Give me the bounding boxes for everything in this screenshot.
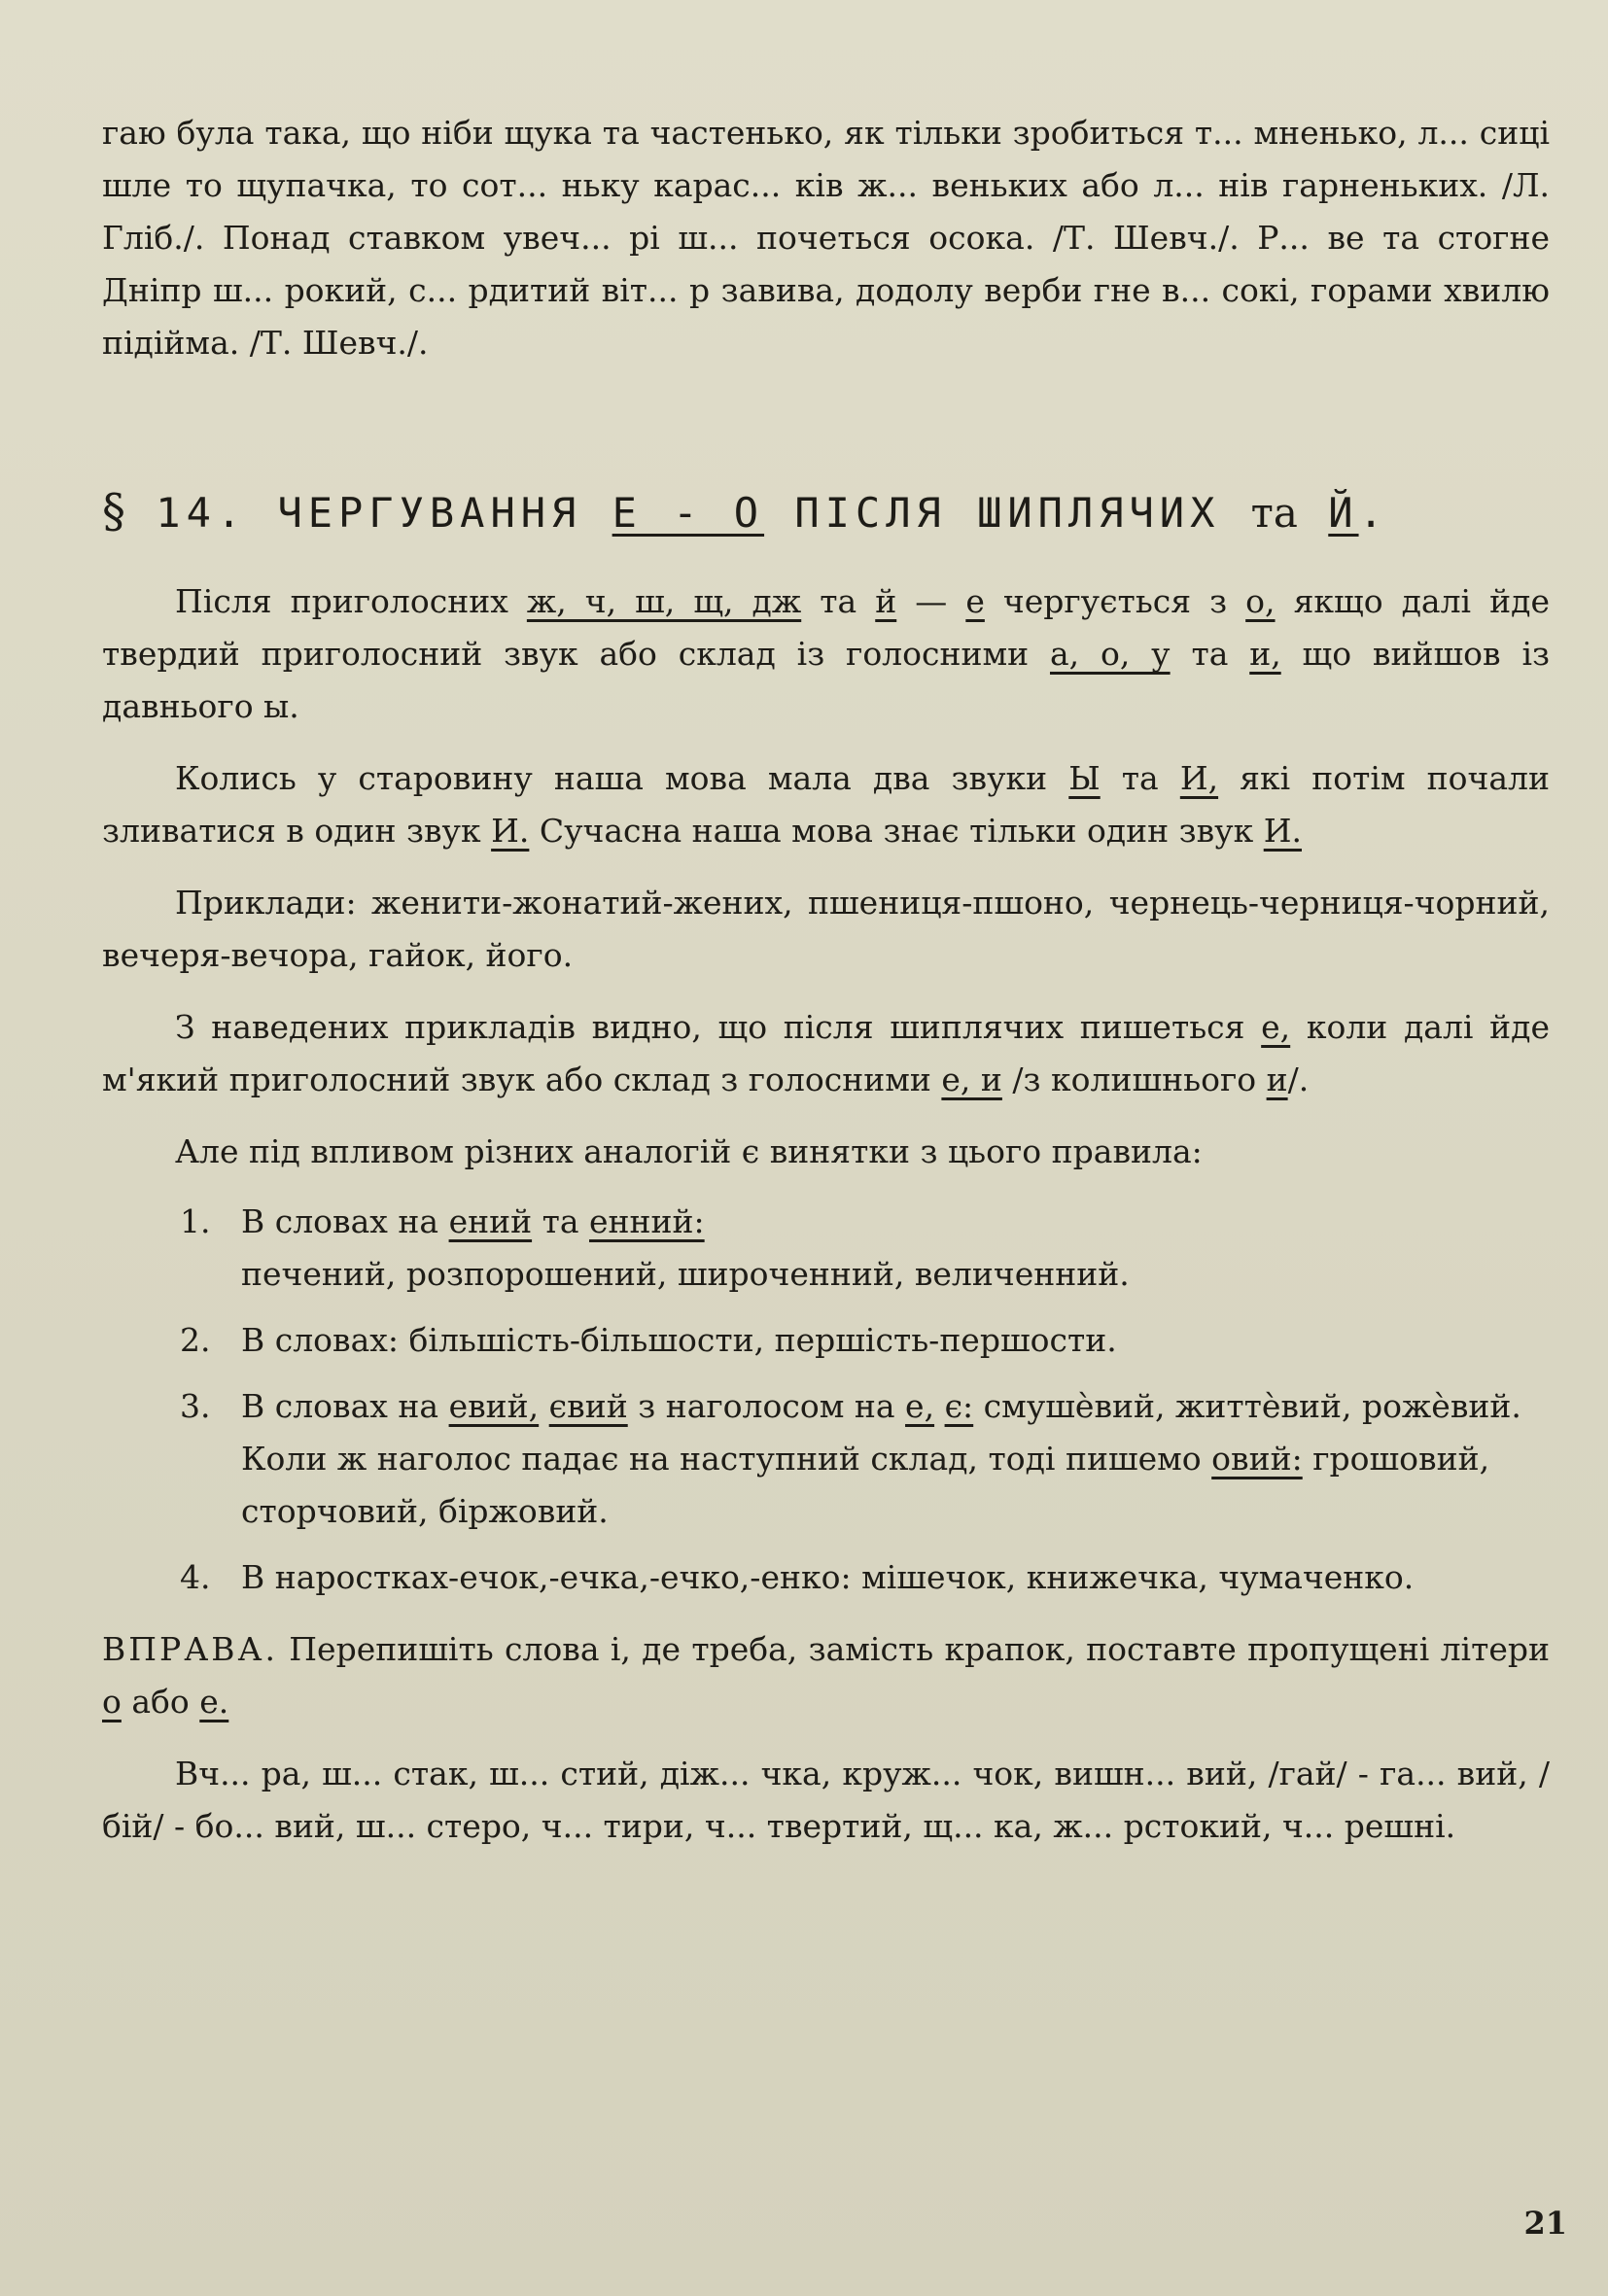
rule-vowels: а, о, у (1049, 635, 1171, 673)
rule-paragraph (102, 575, 1550, 733)
rule-text: якщо далі йде твердий приголосний звук або склад із голосними (102, 582, 1550, 673)
conclusion-letter: е, (1261, 1008, 1291, 1046)
history-letter: И, (1179, 759, 1219, 797)
list-letter: є: (944, 1387, 974, 1425)
page-number: 21 (1523, 2205, 1567, 2242)
list-text: смушèвий, життèвий, рожèвий. (973, 1387, 1521, 1425)
list-number: 1. (180, 1202, 211, 1240)
list-item (102, 1196, 1550, 1301)
list-letter: е, (905, 1387, 935, 1425)
section-heading (102, 482, 1550, 542)
section-sign: § (102, 484, 125, 539)
conclusion-letter: и (1266, 1061, 1288, 1098)
conclusion-text: /з колишнього (1001, 1061, 1267, 1098)
history-text: Колись у старовину наша мова мала два звуки (175, 759, 1069, 797)
history-text: які потім почали зливатися в один звук (102, 759, 1550, 850)
exercise-label: ВПРАВА. (102, 1630, 278, 1668)
conclusion-text: З наведених прикладів видно, що після шиплячих пишеться (175, 1008, 1262, 1046)
list-text: В словах на (241, 1202, 449, 1240)
rule-letter-y: й (875, 582, 897, 620)
heading-title-y: Й (1328, 489, 1359, 537)
intro-paragraph: гаю була така, що ніби щука та частенько, як тільки зробиться т... мненько, л... сиці шле то щупачка, то сот... ньку карас... ків ж... веньких або л... нів гарненьких. /Л. Гліб./. Понад ставком увеч... рі ш... почеться осока. /Т. Шевч./. Р... ве та стогне Дніпр ш... рокий, с... рдитий віт... р завива, додолу верби гне в... сокі, горами хвилю підійма. /Т. Шевч./. (102, 114, 1550, 362)
history-paragraph (102, 752, 1550, 857)
list-text: В словах на (241, 1387, 449, 1425)
list-text (539, 1387, 549, 1425)
rule-letter-o: о, (1245, 582, 1276, 620)
heading-title-eo: Е - О (612, 489, 765, 537)
rule-letter-y2: и, (1249, 635, 1281, 673)
heading-title-end: . (1358, 489, 1389, 537)
list-number: 3. (180, 1387, 211, 1425)
history-text: Сучасна наша мова знає тільки один звук (529, 812, 1264, 850)
list-number: 2. (180, 1321, 211, 1359)
list-suffix: овий: (1211, 1440, 1303, 1478)
list-number: 4. (180, 1558, 211, 1596)
list-suffix: енний: (589, 1202, 705, 1240)
exercise-words: Вч... ра, ш... стак, ш... стий, діж... чка, круж... чок, вишн... вий, /гай/ - га... вий, /бій/ - бо... вий, ш... стеро, ч... тири, ч... твертий, щ... ка, ж... рстокий, ч... решні. (102, 1755, 1550, 1845)
conclusion-text: /. (1287, 1061, 1310, 1098)
list-body: В словах: більшість-більшости, першість-першости. (241, 1321, 1117, 1359)
list-text (934, 1387, 945, 1425)
list-suffix: евий, (448, 1387, 540, 1425)
rule-text: — (896, 582, 966, 620)
section-number: 14. (156, 489, 248, 537)
heading-title-and: та (1250, 489, 1298, 537)
rule-letter-e: е (965, 582, 985, 620)
conclusion-letter: е, и (941, 1061, 1002, 1098)
list-item (102, 1314, 1550, 1367)
rule-letters: ж, ч, ш, щ, дж (526, 582, 802, 620)
exceptions-intro: Але під впливом різних аналогій є винятки з цього правила: (175, 1132, 1203, 1170)
list-suffix: ений (448, 1202, 533, 1240)
exercise-paragraph (102, 1623, 1550, 1728)
exercise-letter: е. (199, 1683, 229, 1721)
exceptions-list (102, 1196, 1550, 1604)
list-body: В наростках-ечок,-ечка,-ечко,-енко: мішечок, книжечка, чумаченко. (241, 1558, 1415, 1596)
list-item (102, 1551, 1550, 1604)
examples-paragraph: Приклади: женити-жонатий-жених, пшениця-пшоно, чернець-черниця-чорний, вечеря-вечора, гайок, його. (102, 884, 1550, 974)
list-suffix: євий (548, 1387, 628, 1425)
list-text: з наголосом на (627, 1387, 906, 1425)
exercise-letter: о (102, 1683, 122, 1721)
history-letter: И. (491, 812, 530, 850)
list-text: та (532, 1202, 590, 1240)
rule-text: чергується з (984, 582, 1246, 620)
list-item (102, 1380, 1550, 1538)
rule-text: що вийшов із давнього ы. (102, 635, 1551, 725)
heading-title-a: ЧЕРГУВАННЯ (277, 489, 582, 537)
conclusion-paragraph (102, 1001, 1550, 1106)
list-text: Коли ж наголос падає на наступний склад, тоді пишемо (241, 1440, 1212, 1478)
history-letter: И. (1263, 812, 1302, 850)
list-body (241, 1196, 1550, 1301)
list-body (241, 1380, 1550, 1538)
conclusion-text: коли далі йде м'який приголосний звук або склад з голосними (102, 1008, 1550, 1098)
rule-text: та (1170, 635, 1250, 673)
exercise-text: Перепишіть слова і, де треба, замість крапок, поставте пропущені літери (277, 1630, 1550, 1668)
rule-text: Після приголосних (175, 582, 527, 620)
history-letter: Ы (1068, 759, 1101, 797)
list-text: печений, розпорошений, широченний, величенний. (241, 1255, 1130, 1293)
list-text: грошовий, сторчовий, біржовий. (241, 1440, 1490, 1530)
exercise-text: або (121, 1683, 200, 1721)
history-text: та (1100, 759, 1180, 797)
heading-title-b: ПІСЛЯ ШИПЛЯЧИХ (794, 489, 1221, 537)
rule-text: та (801, 582, 876, 620)
